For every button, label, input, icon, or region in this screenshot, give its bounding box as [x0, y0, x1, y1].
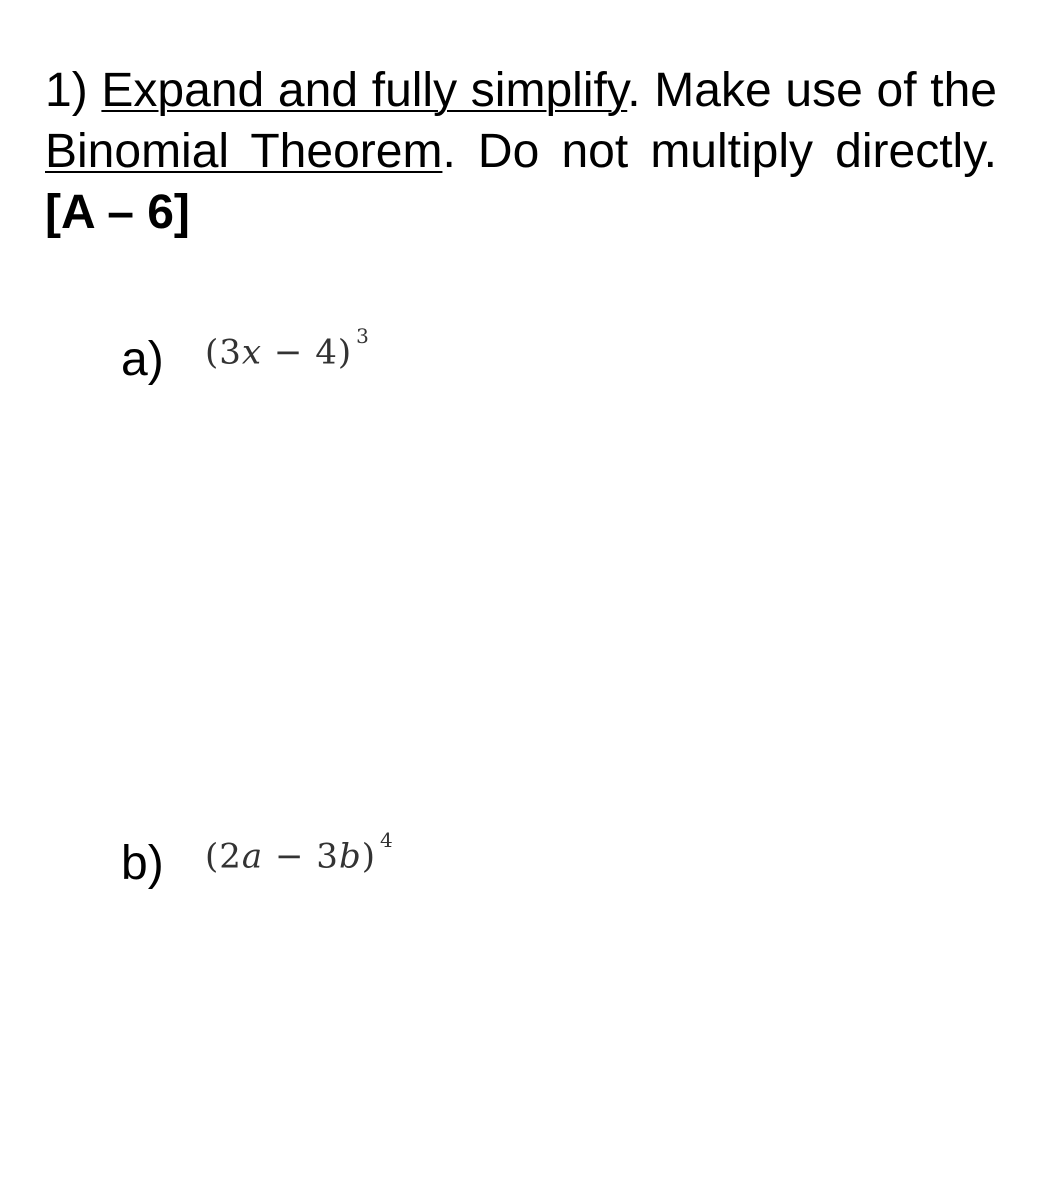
part-b-var1: a	[241, 836, 264, 876]
part-b-operator: −	[263, 836, 317, 876]
instruction-text-2: . Do not multiply directly.	[442, 125, 997, 178]
instruction-expand-simplify: Expand and fully simplify	[101, 64, 628, 117]
part-a-label: a)	[121, 333, 164, 386]
question-1-text	[45, 60, 997, 243]
mark-tag: [A – 6]	[45, 186, 190, 239]
part-a-open-paren: (	[205, 332, 220, 372]
part-a-var1: x	[241, 332, 263, 372]
instruction-binomial-theorem: Binomial Theorem	[45, 125, 443, 178]
part-b-open-paren: (	[205, 836, 220, 876]
instruction-text-1: . Make use of the	[627, 64, 997, 117]
part-b-term2-var: b	[338, 836, 362, 876]
part-b	[121, 827, 394, 891]
part-a-close-paren: )	[337, 332, 353, 372]
question-number: 1)	[45, 64, 88, 117]
part-a-term2: 4	[315, 332, 338, 372]
part-b-close-paren: )	[361, 836, 376, 876]
part-a-operator: −	[262, 332, 316, 372]
part-b-label: b)	[121, 837, 164, 890]
part-b-term2: 3	[316, 836, 339, 876]
part-b-coef1: 2	[219, 836, 242, 876]
part-a-exponent: 3	[356, 323, 370, 348]
part-b-exponent: 4	[379, 827, 394, 852]
part-a-expression	[205, 323, 370, 372]
part-b-expression	[205, 827, 394, 876]
part-a-coef1: 3	[219, 332, 242, 372]
part-a	[121, 323, 370, 387]
